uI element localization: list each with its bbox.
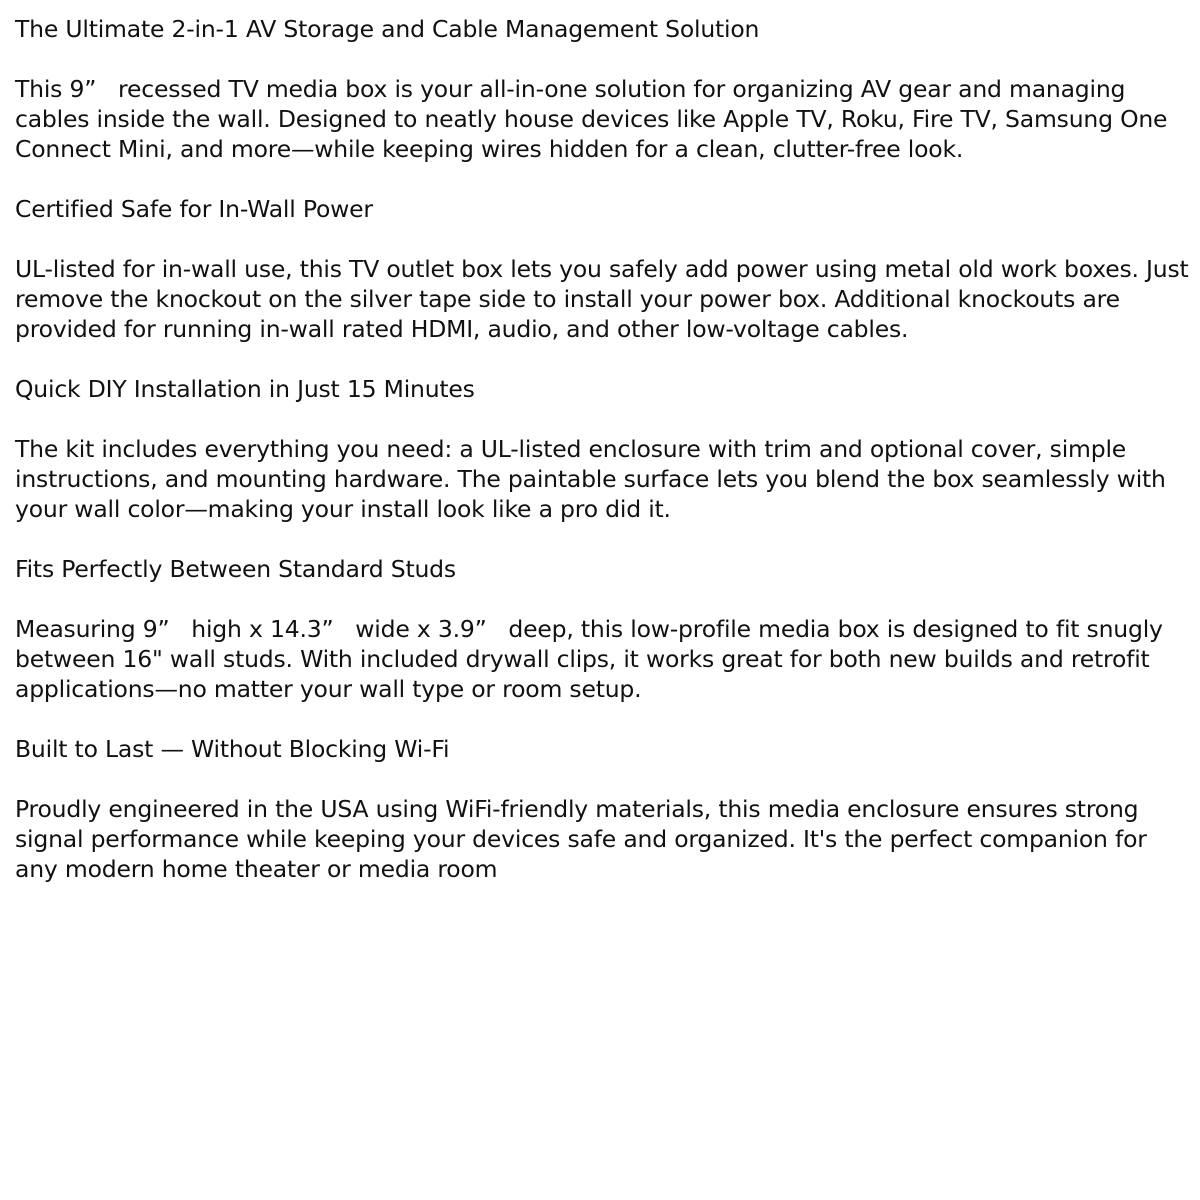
section-heading-in-wall-power: Certified Safe for In-Wall Power	[15, 195, 373, 223]
section-heading-diy-installation: Quick DIY Installation in Just 15 Minutes	[15, 375, 475, 403]
section-heading-fits-studs: Fits Perfectly Between Standard Studs	[15, 555, 456, 583]
product-description	[15, 14, 1196, 914]
section-heading-av-storage: The Ultimate 2-in-1 AV Storage and Cable Management Solution	[15, 15, 760, 43]
section-body-fits-studs: Measuring 9” high x 14.3” wide x 3.9” deep, this low-profile media box is designed to fit snugly between 16" wall studs. With included drywall clips, it works great for both new builds and retrofit applications—no matter your wall type or room setup.	[15, 615, 1171, 703]
section-heading-built-to-last: Built to Last — Without Blocking Wi-Fi	[15, 735, 450, 763]
section-body-diy-installation: The kit includes everything you need: a UL-listed enclosure with trim and optional cover, simple instructions, and mounting hardware. The paintable surface lets you blend the box seamlessly with your wall color—making your install look like a pro did it.	[15, 435, 1174, 523]
section-body-built-to-last: Proudly engineered in the USA using WiFi-friendly materials, this media enclosure ensures strong signal performance while keeping your devices safe and organized. It's the perfect companion for any modern home theater or media room	[15, 795, 1155, 883]
section-body-in-wall-power: UL-listed for in-wall use, this TV outlet box lets you safely add power using metal old work boxes. Just remove the knockout on the silver tape side to install your power box. Additional knockouts are provided for running in-wall rated HDMI, audio, and other low-voltage cables.	[15, 255, 1196, 343]
section-body-av-storage: This 9” recessed TV media box is your all-in-one solution for organizing AV gear and managing cables inside the wall. Designed to neatly house devices like Apple TV, Roku, Fire TV, Samsung One Connect Mini, and more—while keeping wires hidden for a clean, clutter-free look.	[15, 75, 1175, 163]
